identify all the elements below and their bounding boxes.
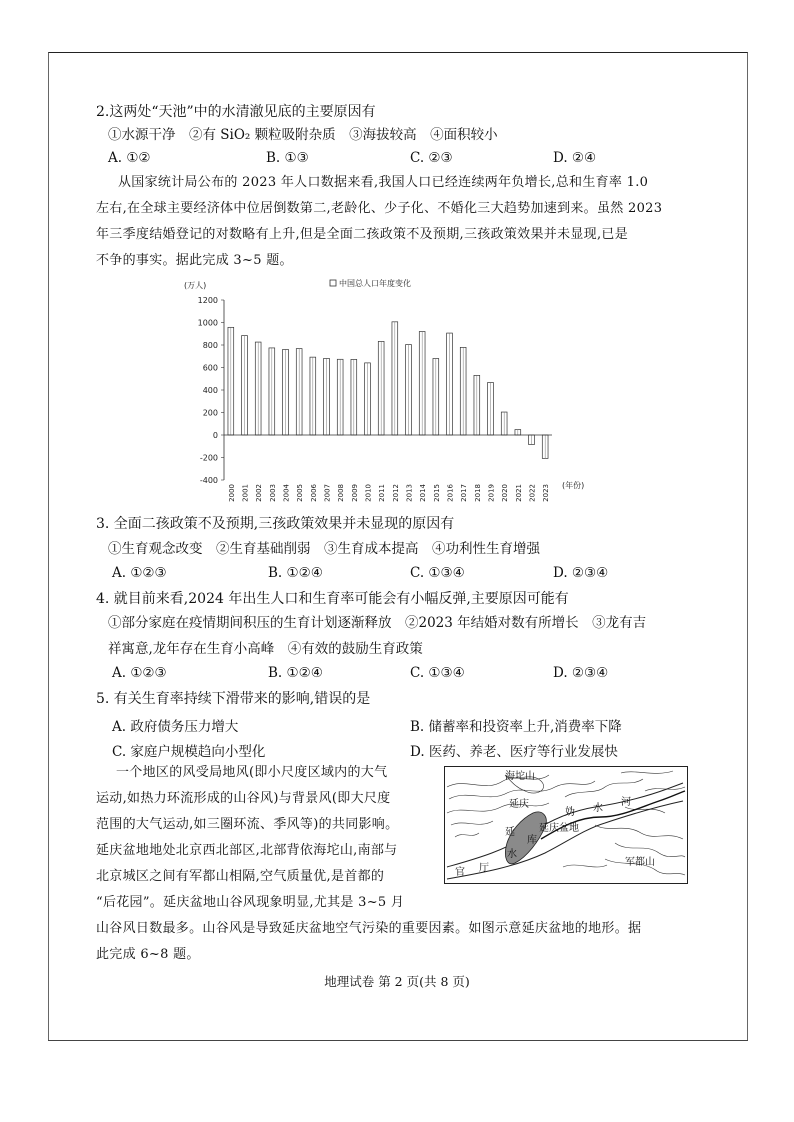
q2-option-b[interactable]: B. ①③ <box>266 150 309 166</box>
q3-stem: 3. 全面二孩政策不及预期,三孩政策效果并未显现的原因有 <box>96 516 455 532</box>
chart-xlabel: (年份) <box>562 481 585 490</box>
passage2-line-6: “后花园”。延庆盆地山谷风现象明显,尤其是 3~5 月 <box>96 895 405 910</box>
y-tick-label: 200 <box>202 408 218 418</box>
x-tick-label: 2012 <box>391 484 400 502</box>
map-label-yan: 延 <box>505 827 515 838</box>
passage2-line-5: 北京城区之间有军都山相隔,空气质量优,是首都的 <box>96 869 385 884</box>
x-tick-label: 2014 <box>419 484 428 502</box>
page-frame-bottom <box>48 1040 748 1041</box>
q2-option-a[interactable]: A. ①② <box>108 150 151 166</box>
x-tick-label: 2007 <box>323 484 332 502</box>
q2-stem: 2.这两处“天池”中的水清澈见底的主要原因有 <box>96 104 376 120</box>
y-tick-label: 400 <box>202 386 218 395</box>
passage1-line-2: 左右,在全球主要经济体中位居倒数第二,老龄化、少子化、不婚化三大趋势加速到来。虽然 2023 <box>96 201 663 216</box>
legend-swatch <box>330 280 336 286</box>
y-axis <box>198 296 224 485</box>
x-tick-label: 2022 <box>528 484 537 502</box>
passage1-line-3: 年三季度结婚登记的对数略有上升,但是全面二孩政策不及预期,三孩政策效果并未显现,已是 <box>96 227 628 242</box>
x-tick-label: 2021 <box>514 484 523 502</box>
q5-option-b[interactable]: B. 储蓄率和投资率上升,消费率下降 <box>410 719 622 735</box>
q5-option-a[interactable]: A. 政府债务压力增大 <box>112 719 239 735</box>
map-label-he: 河 <box>621 797 631 808</box>
x-axis <box>224 435 552 502</box>
q5-stem: 5. 有关生育率持续下滑带来的影响,错误的是 <box>96 691 371 707</box>
x-tick-label: 2009 <box>350 484 359 502</box>
map-label-ting: 厅 <box>479 863 489 874</box>
q4-items-line-1: ①部分家庭在疫情期间积压的生育计划逐渐释放 ②2023 年结婚对数有所增长 ③龙有吉 <box>108 615 647 631</box>
x-tick-label: 2000 <box>227 484 236 502</box>
page-footer: 地理试卷 第 2 页(共 8 页) <box>324 974 470 989</box>
y-tick-label: -200 <box>199 453 218 463</box>
x-tick-label: 2005 <box>296 484 305 502</box>
passage2-line-3: 范围的大气运动,如三圈环流、季风等)的共同影响。 <box>96 817 399 832</box>
y-tick-label: 0 <box>212 431 218 440</box>
passage2-line-1: 一个地区的风受局地风(即小尺度区域内的大气 <box>116 765 388 780</box>
q3-option-a[interactable]: A. ①②③ <box>112 565 167 581</box>
q3-items: ①生育观念改变 ②生育基础削弱 ③生育成本提高 ④功利性生育增强 <box>108 541 540 557</box>
x-tick-label: 2006 <box>309 484 318 502</box>
x-tick-label: 2016 <box>446 484 455 502</box>
y-tick-label: 1000 <box>197 318 218 328</box>
map-label-basin: 延庆盆地 <box>539 823 579 834</box>
map-label-haituo: 海坨山 <box>505 771 535 782</box>
x-tick-label: 2003 <box>268 484 277 502</box>
population-change-chart <box>180 274 620 522</box>
passage2-line-8: 此完成 6~8 题。 <box>96 947 200 962</box>
map-label-guan: 官 <box>455 867 465 878</box>
passage2-line-2: 运动,如热力环流形成的山谷风)与背景风(即大尺度 <box>96 791 391 806</box>
q4-option-d[interactable]: D. ②③④ <box>553 665 609 681</box>
yanqing-basin-map <box>444 766 688 884</box>
map-label-jundu: 军都山 <box>625 857 655 868</box>
q4-option-b[interactable]: B. ①②④ <box>268 665 323 681</box>
chart-legend: 中国总人口年度变化 <box>339 279 411 288</box>
x-tick-label: 2020 <box>501 484 510 502</box>
q4-stem: 4. 就目前来看,2024 年出生人口和生育率可能会有小幅反弹,主要原因可能有 <box>96 591 569 607</box>
bars <box>228 322 548 459</box>
y-tick-label: 800 <box>202 341 218 350</box>
x-tick-label: 2010 <box>364 484 373 502</box>
map-label-reservoir-shui: 水 <box>507 849 517 860</box>
map-label-yanqing: 延庆 <box>509 799 529 810</box>
q5-option-c[interactable]: C. 家庭户规模趋向小型化 <box>112 744 266 760</box>
y-tick-label: -400 <box>199 476 218 485</box>
map-label-gui: 妫 <box>565 807 575 818</box>
x-tick-label: 2001 <box>241 484 250 502</box>
x-tick-label: 2008 <box>337 484 346 502</box>
q2-option-d[interactable]: D. ②④ <box>553 150 597 166</box>
y-tick-label: 1200 <box>197 296 218 305</box>
passage2-line-4: 延庆盆地地处北京西北部区,北部背依海坨山,南部与 <box>96 843 398 858</box>
q2-option-c[interactable]: C. ②③ <box>410 150 453 166</box>
x-tick-label: 2004 <box>282 484 291 502</box>
x-tick-label: 2019 <box>487 484 496 502</box>
passage1-line-1: 从国家统计局公布的 2023 年人口数据来看,我国人口已经连续两年负增长,总和生育率 1.0 <box>118 175 649 190</box>
y-tick-label: 600 <box>202 363 218 373</box>
x-tick-label: 2015 <box>432 484 441 502</box>
q4-option-a[interactable]: A. ①②③ <box>112 665 167 681</box>
x-tick-label: 2023 <box>542 484 551 502</box>
x-tick-label: 2017 <box>460 484 469 502</box>
q2-items: ①水源干净 ②有 SiO₂ 颗粒吸附杂质 ③海拔较高 ④面积较小 <box>108 127 498 143</box>
q5-option-d[interactable]: D. 医药、养老、医疗等行业发展快 <box>410 744 618 760</box>
x-tick-label: 2002 <box>255 484 264 502</box>
chart-ylabel: (万人) <box>184 281 207 290</box>
q4-items-line-2: 祥寓意,龙年存在生育小高峰 ④有效的鼓励生育政策 <box>108 641 423 657</box>
x-tick-label: 2011 <box>378 484 387 502</box>
q4-option-c[interactable]: C. ①③④ <box>410 665 465 681</box>
x-tick-label: 2018 <box>473 484 482 502</box>
passage2-line-7: 山谷风日数最多。山谷风是导致延庆盆地空气污染的重要因素。如图示意延庆盆地的地形。据 <box>96 921 642 936</box>
passage1-line-4: 不争的事实。据此完成 3~5 题。 <box>96 253 293 268</box>
x-tick-label: 2013 <box>405 484 414 502</box>
map-label-ku: 库 <box>527 835 537 846</box>
q3-option-b[interactable]: B. ①②④ <box>268 565 323 581</box>
q3-option-d[interactable]: D. ②③④ <box>553 565 609 581</box>
map-label-shui: 水 <box>593 803 603 814</box>
q3-option-c[interactable]: C. ①③④ <box>410 565 465 581</box>
